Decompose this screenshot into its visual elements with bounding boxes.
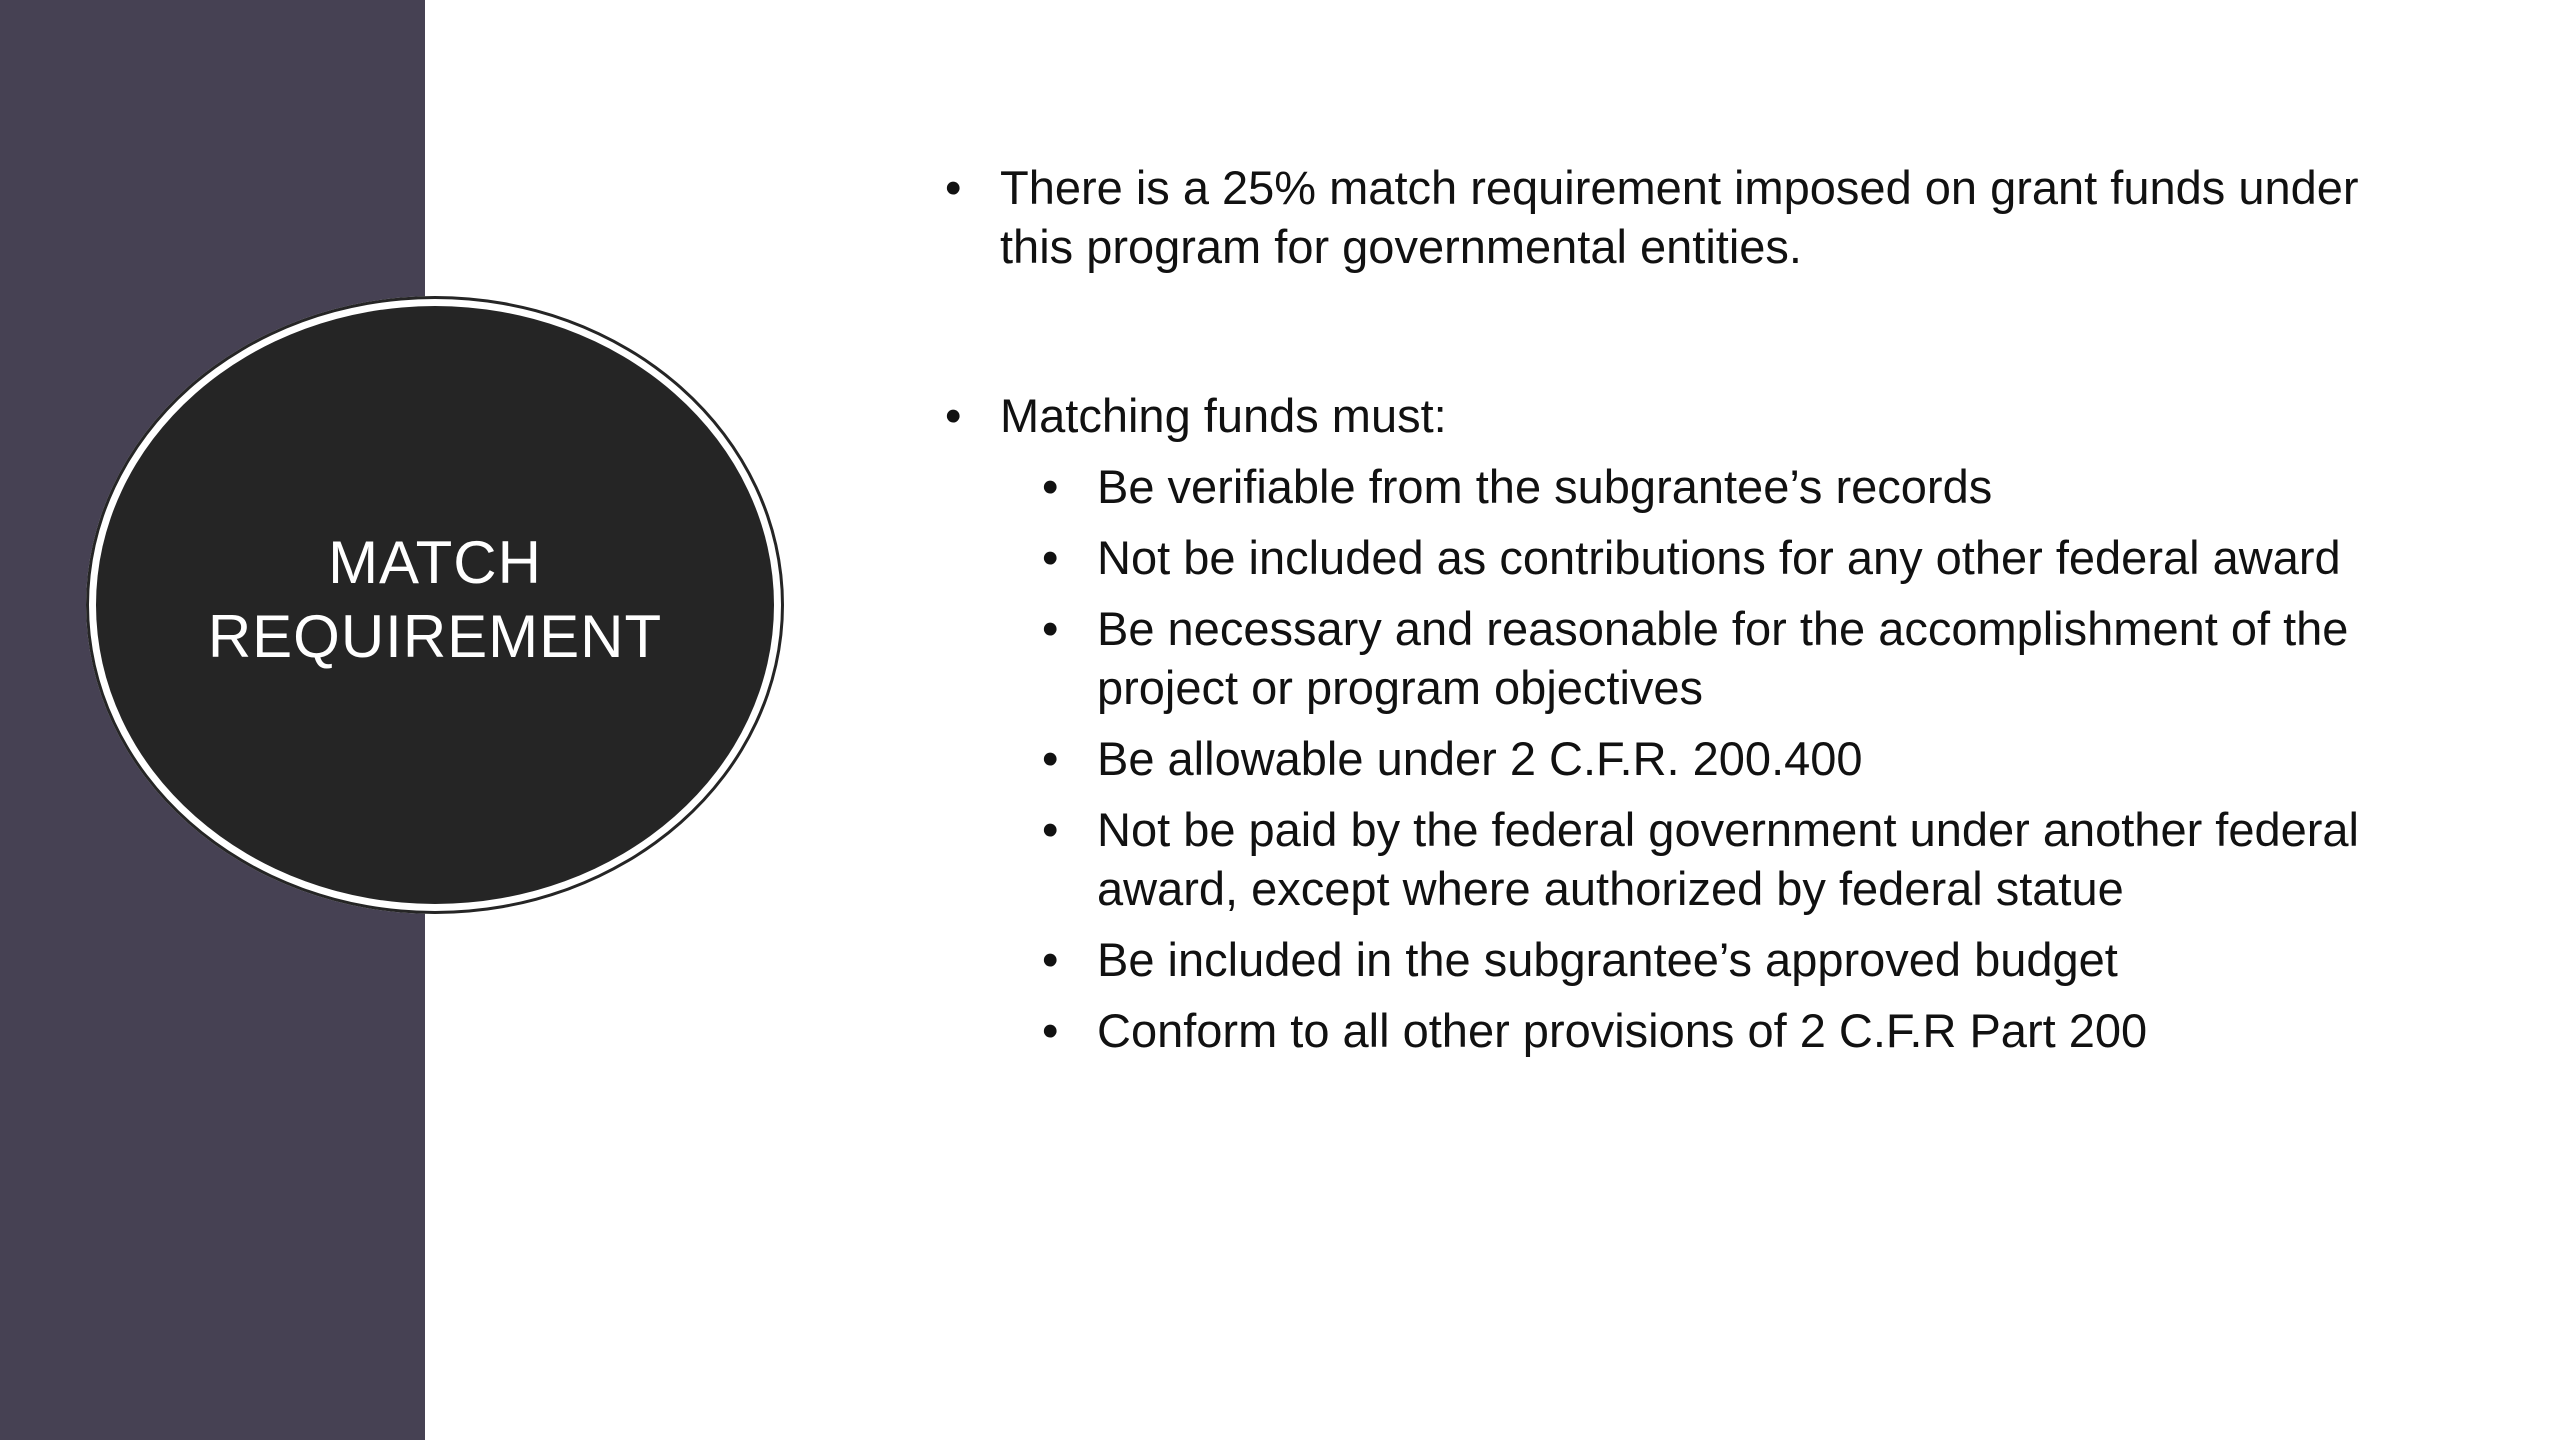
- slide-title-line-2: REQUIREMENT: [207, 603, 663, 670]
- sub-bullet-item: • Be allowable under 2 C.F.R. 200.400: [1042, 729, 2385, 788]
- sub-bullet-item: • Be necessary and reasonable for the accomplishment of the project or program objectives: [1042, 599, 2385, 717]
- title-circle: [96, 306, 774, 904]
- slide-title: [175, 526, 695, 674]
- sub-bullet-item: • Be included in the subgrantee’s approved budget: [1042, 930, 2385, 989]
- sub-bullet-item: • Not be paid by the federal government under another federal award, except where authorized by federal statue: [1042, 800, 2385, 918]
- bullet-item: • Matching funds must:: [945, 386, 2385, 445]
- bullet-list: [945, 158, 2385, 1060]
- sub-bullet-item: • Conform to all other provisions of 2 C.F.R Part 200: [1042, 1001, 2385, 1060]
- slide-title-line-1: MATCH: [328, 529, 542, 596]
- sub-bullet-item: • Not be included as contributions for any other federal award: [1042, 528, 2385, 587]
- bullet-item: • There is a 25% match requirement imposed on grant funds under this program for governmental entities.: [945, 158, 2385, 276]
- sub-bullet-item: • Be verifiable from the subgrantee’s records: [1042, 457, 2385, 516]
- title-ring: [86, 296, 784, 914]
